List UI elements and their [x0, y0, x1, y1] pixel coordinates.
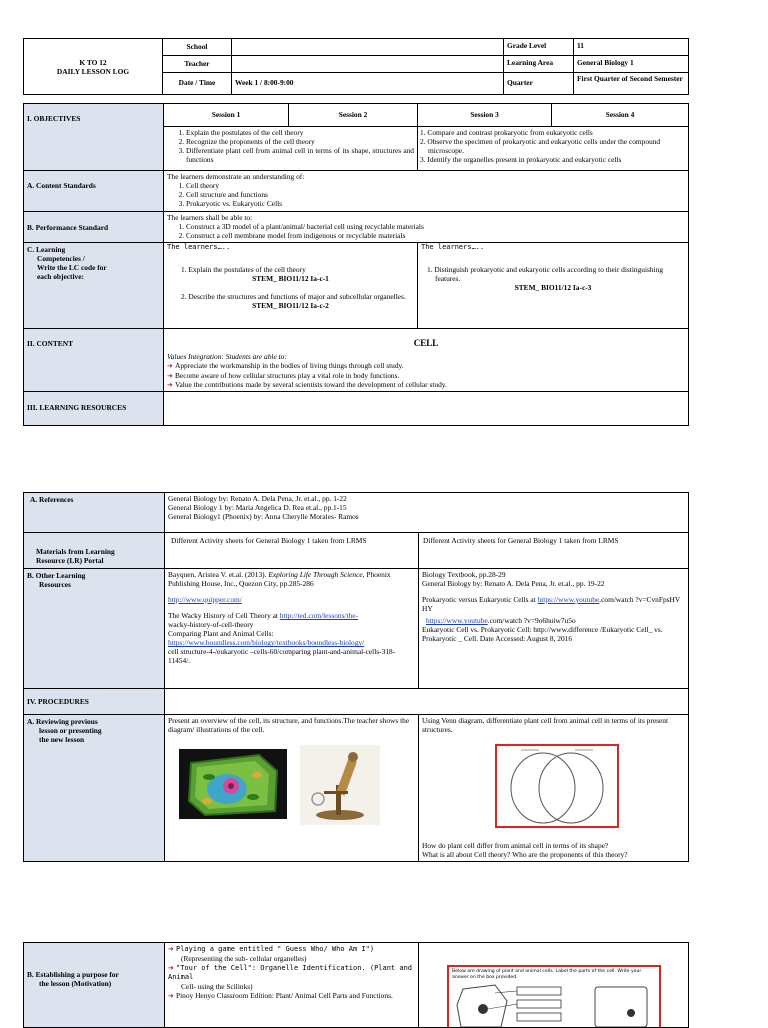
objectives-label: I. OBJECTIVES [24, 104, 163, 171]
objective-item: 1. Explain the postulates of the cell theory [186, 128, 414, 137]
other-resources-label: B. Other Learning Resources [24, 569, 164, 689]
objective-item: 2. Observe the specimen of prokaryotic and eukaryotic cells under the compound microscope. [420, 137, 661, 156]
cell-outline-drawing [455, 983, 655, 1027]
resources-table [23, 492, 689, 862]
quarter-value[interactable]: First Quarter of Second Semester [573, 73, 688, 94]
establishing-label: B. Establishing a purpose for the lesson (Motivation) [24, 943, 164, 1027]
grade-value[interactable]: 11 [573, 39, 688, 56]
reviewing-right: Using Venn diagram, differentiate plant cell from animal cell in terms of its present structures. How do plant cell differ from animal cell in terms of its shape? What is all about Cell theory? Who are the proponents of this theory? [418, 715, 688, 861]
school-label: School [162, 39, 231, 56]
objectives-right [417, 127, 688, 171]
pointer-bullet-icon: ➜ [168, 991, 174, 1000]
other-resources-left: Bayquen, Aristea V. et.al. (2013). Exploring Life Through Science, Phoenix Publishing House, Inc., Quezon City, pp.285-286 http://www.quipper.com/ The Wacky History of Cell Theory at http://ted.com/lessons/the- wacky-history-of-cell-theory Comparing Plant and Animal Cells: https://www.boundless.com/biology/textbooks/boundless-biology/ cell structure-4-/eukaryotic –cells-60/comparing plant-and-animal-cells-318-11454/. [164, 569, 418, 689]
teacher-label: Teacher [162, 56, 231, 73]
learning-resources-label: III. LEARNING RESOURCES [24, 392, 163, 425]
microscope-illustration [300, 745, 380, 825]
competencies-label: C. Learning Competencies / Write the LC code for each objective: [24, 243, 163, 329]
objective-item: 3. Differentiate plant cell from animal cell in terms of its shape, structures and functions [186, 146, 414, 164]
header-title: K TO 12 DAILY LESSON LOG [56, 58, 130, 77]
objectives-table [23, 103, 689, 426]
content-standards-body: The learners demonstrate an understanding of: 1. Cell theory 2. Cell structure and functions 3. Prokaryotic vs. Eukaryotic Cells [163, 171, 688, 212]
school-value[interactable] [231, 39, 503, 56]
objective-item: 3. Identify the organelles present in prokaryotic and eukaryotic cells [420, 155, 622, 165]
session-3-header: Session 3 [417, 104, 551, 127]
references-body: General Biology by: Renato A. Dela Pena, Jr. et.al., pp. 1-22 General Biology 1 by: Maria Angelica D. Rea et.al., pp.1-15 General Biology1 (Phoenix) by: Anna Cherylle Morales- Ramos [164, 493, 688, 533]
performance-standard-label: B. Performance Standard [24, 212, 163, 243]
lr-portal-label: Materials from Learning Resource (LR) Portal [24, 533, 164, 569]
reviewing-left: Present an overview of the cell, its structure, and functions.The teacher shows the diagram/ illustrations of the cell. [164, 715, 418, 861]
objective-item: 1. Compare and contrast prokaryotic from eukaryotic cells [420, 128, 593, 137]
reviewing-label: A. Reviewing previous lesson or presenting the new lesson [24, 715, 164, 861]
establishing-left: ➜ Playing a game entitled " Guess Who/ Who Am I") (Representing the sub- cellular organelles) ➜ "Tour of the Cell": Organelle Identification. (Plant and Animal Cell- using the Scilinks) ➜ Pinoy Henyo Classroom Edition: Plant/ Animal Cell Parts and Functions. [164, 943, 418, 1027]
pointer-bullet-icon: ➜ [167, 371, 173, 380]
header-table [23, 38, 689, 95]
objective-item: 2. Recognize the proponents of the cell theory [186, 137, 414, 146]
pointer-bullet-icon: ➜ [168, 963, 174, 972]
pointer-bullet-icon: ➜ [167, 362, 173, 370]
content-label: II. CONTENT [24, 329, 163, 392]
procedures-body [164, 689, 688, 715]
boundless-link[interactable]: https://www.boundless.com/biology/textbooks/boundless-biology/ [168, 638, 365, 648]
quipper-link[interactable]: http://www.quipper.com/ [168, 595, 242, 605]
plant-cell-illustration [179, 749, 287, 819]
establishing-right [418, 943, 688, 1027]
lr-portal-left: Different Activity sheets for General Biology 1 taken from LRMS [164, 533, 418, 569]
session-2-header: Session 2 [288, 104, 417, 127]
youtube-link-1[interactable]: https://www.youtube [537, 595, 600, 605]
session-1-header: Session 1 [163, 104, 288, 127]
objectives-left [163, 127, 417, 171]
quarter-label: Quarter [503, 73, 573, 94]
value-item: ➜ Value the contributions made by several scientists toward the development of cellular study. [167, 380, 447, 390]
ted-link[interactable]: http://ted.com/lessons/the- [279, 611, 359, 621]
procedures-label: IV. PROCEDURES [24, 689, 164, 715]
grade-label: Grade Level [503, 39, 573, 56]
content-standards-label: A. Content Standards [24, 171, 163, 212]
other-resources-right: Biology Textbook, pp.28-29 General Biology by: Renato A. Dela Pena, Jr. et.al., pp. 19-22 Prokaryotic versus Eukaryotic Cells at https://www.youtube.com/watch ?v=CvnFpsHV HY https://www.youtube.com/watch ?v=9o6huiw7u5o Eukaryotic Cell vs. Prokaryotic Cell: http://www.difference /Eukaryotic Cell_ vs. Prokaryotic _ Cell. Date Accessed: August 8, 2016 [418, 569, 688, 689]
competencies-left: The learners….. 1. Explain the postulates of the cell theory STEM_ BIO11/12 Ia-c-1 2. Describe the structures and functions of major and subcellular organelles. STEM_ BIO11/12 Ia-c-2 [163, 243, 417, 329]
learning-resources-body [163, 392, 688, 425]
value-item: ➜ Become aware of how cellular structures play a vital role in body functions. [167, 370, 400, 380]
session-4-header: Session 4 [551, 104, 688, 127]
lr-portal-right: Different Activity sheets for General Biology 1 taken from LRMS [418, 533, 688, 569]
venn-diagram [495, 744, 619, 828]
content-body: CELL Values Integration: Students are able to: ➜ Appreciate the workmanship in the bodies of living things through cell study. ➜ Become aware of how cellular structures play a vital role in body functions. ➜ Value the contributions made by several scientists toward the development of cellular study. [163, 329, 688, 392]
youtube-link-2[interactable]: https://www.youtube [426, 616, 488, 626]
pointer-bullet-icon: ➜ [168, 945, 174, 953]
establishing-table [23, 942, 689, 1028]
content-title: CELL [413, 338, 439, 348]
value-item: ➜ Appreciate the workmanship in the bodies of living things through cell study. [167, 361, 404, 370]
datetime-value[interactable]: Week 1 / 8:00-9:00 [231, 73, 503, 94]
references-label: A. References [24, 493, 164, 533]
pointer-bullet-icon: ➜ [167, 381, 173, 390]
area-label: Learning Area [503, 56, 573, 73]
teacher-value[interactable] [231, 56, 503, 73]
cell-labeling-worksheet: Below are drawing of plant and animal cells. Label the parts of the cell. Write your answer on the box provided. [447, 965, 661, 1027]
datetime-label: Date / Time [162, 73, 231, 94]
area-value[interactable]: General Biology 1 [573, 56, 688, 73]
performance-standard-body: The learners shall be able to: 1. Construct a 3D model of a plant/animal/ bacterial cell using recyclable materials 2. Construct a cell membrane model from indigenous or recyclable materials [163, 212, 688, 243]
competencies-right: The learners….. 1. Distinguish prokaryotic and eukaryotic cells according to their distinguishing features. STEM_ BIO11/12 Ia-c-3 [417, 243, 688, 329]
